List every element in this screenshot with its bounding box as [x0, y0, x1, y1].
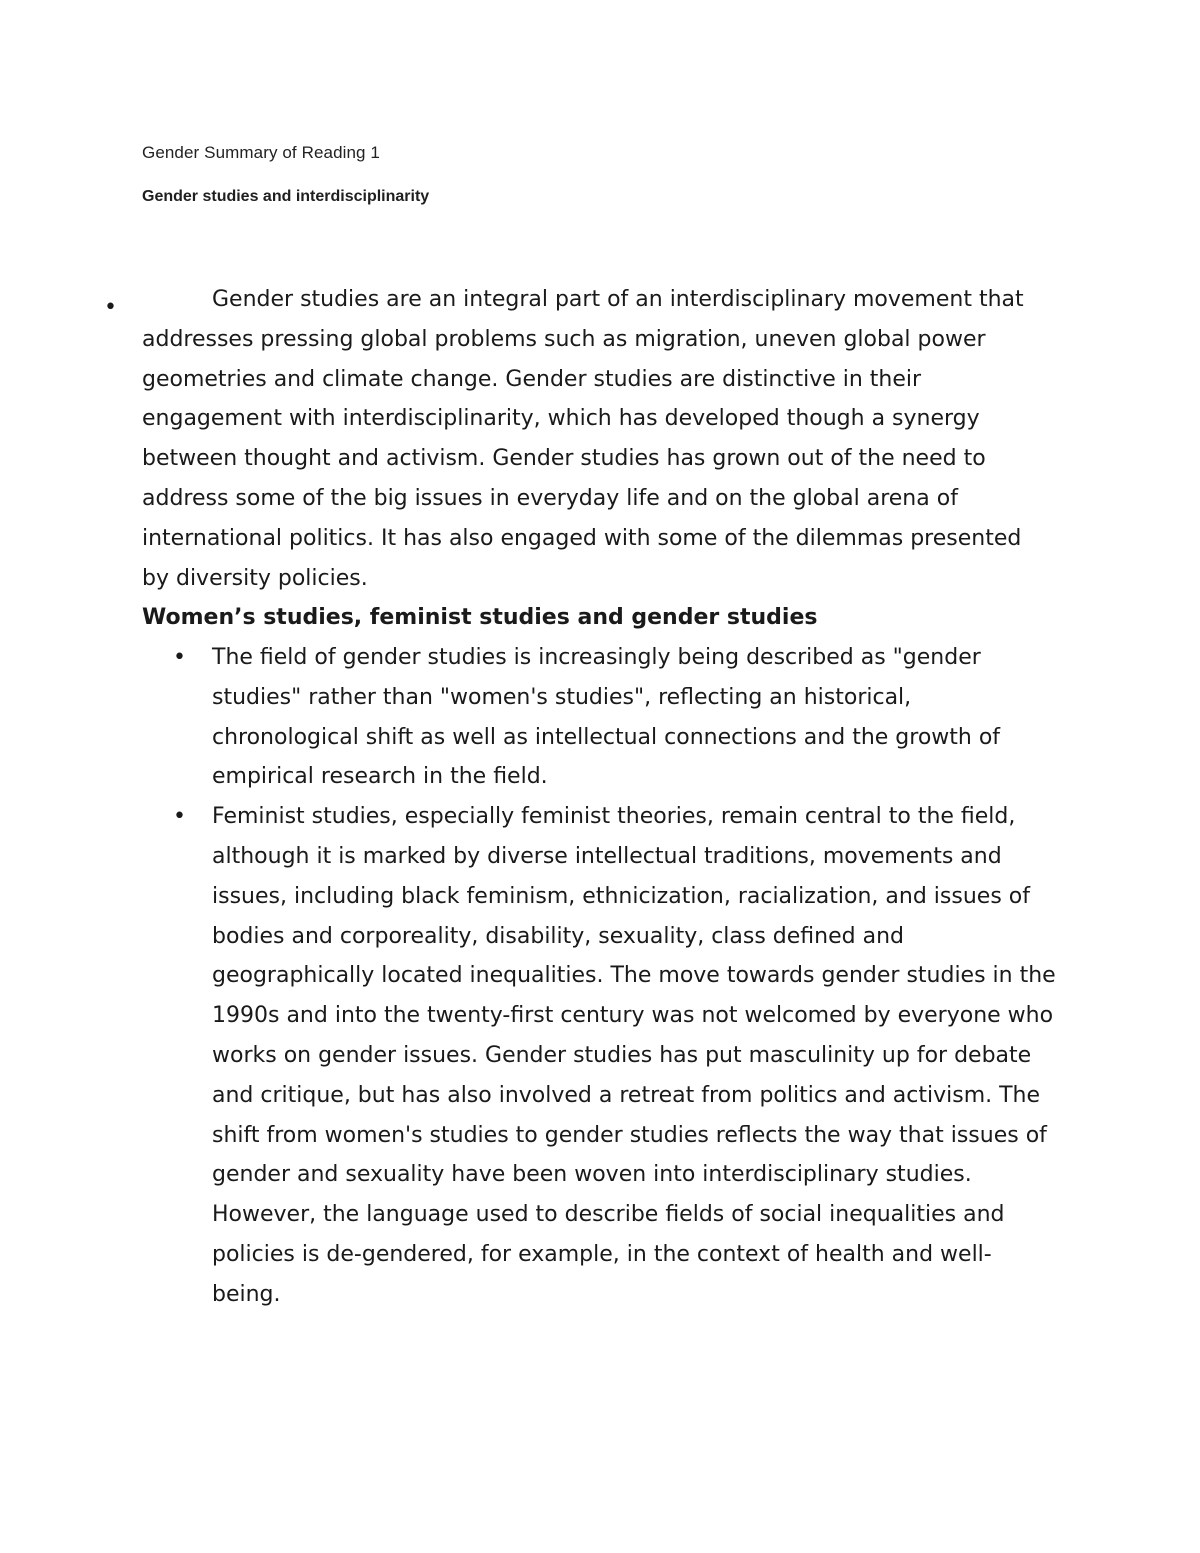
section-heading: Women’s studies, feminist studies and gender studies — [142, 605, 818, 630]
bullet-marker: • — [173, 645, 186, 670]
list-item — [0, 638, 1058, 797]
bullet-marker: • — [173, 804, 186, 830]
document-subtitle: Gender studies and interdisciplinarity — [142, 188, 430, 205]
bullet-text: The field of gender studies is increasingly being described as "gender studies" rather than "women's studies", reflecting an historical, chronological shift as well as intellectual connections and the growth of empirical research in the field. — [212, 645, 1001, 790]
document-title: Gender Summary of Reading 1 — [142, 143, 380, 162]
bullet-list — [0, 638, 1200, 1315]
list-item — [0, 797, 1058, 1314]
intro-paragraph: Gender studies are an integral part of an interdisciplinary movement that addresses pressing global problems such as migration, uneven global power geometries and climate change. Gender studies are distinctive in their engagement with interdisciplinarity, which has developed though a synergy between thought and activism. Gender studies has grown out of the need to address some of the big issues in everyday life and on the global arena of international politics. It has also engaged with some of the dilemmas presented by diversity policies. — [142, 287, 1024, 591]
intro-bullet-marker: • — [104, 295, 117, 320]
bullet-text: Feminist studies, especially feminist theories, remain central to the field, although it is marked by diverse intellectual traditions, movements and issues, including black feminism, ethnicization, racialization, and issues of bodies and corporeality, disability, sexuality, class defined and geographically located inequalities. The move towards gender studies in the 1990s and into the twenty-first century was not welcomed by everyone who works on gender issues. Gender studies has put masculinity up for debate and critique, but has also involved a retreat from politics and activism. The shift from women's studies to gender studies reflects the way that issues of gender and sexuality have been woven into interdisciplinary studies. However, the language used to describe fields of social inequalities and policies is de-gendered, for example, in the context of health and well-being. — [212, 804, 1056, 1307]
